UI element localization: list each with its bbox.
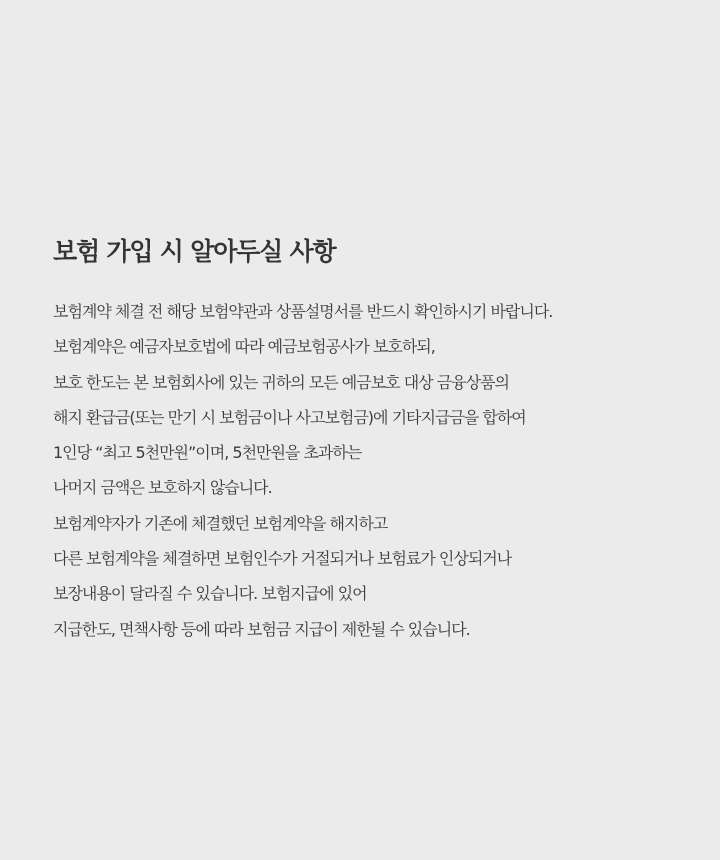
notice-line: 다른 보험계약을 체결하면 보험인수가 거절되거나 보험료가 인상되거나 [53, 549, 512, 569]
notice-line: 나머지 금액은 보호하지 않습니다. [53, 478, 272, 498]
notice-line: 보호 한도는 본 보험회사에 있는 귀하의 모든 예금보호 대상 금융상품의 [53, 372, 509, 392]
notice-line: 해지 환급금(또는 만기 시 보험금이나 사고보험금)에 기타지급금을 합하여 [53, 407, 526, 427]
notice-line: 보험계약은 예금자보호법에 따라 예금보험공사가 보호하되, [53, 337, 435, 357]
notice-line: 보장내용이 달라질 수 있습니다. 보험지급에 있어 [53, 584, 367, 604]
notice-title: 보험 가입 시 알아두실 사항 [53, 237, 336, 266]
notice-line: 보험계약자가 기존에 체결했던 보험계약을 해지하고 [53, 513, 388, 533]
notice-line: 보험계약 체결 전 해당 보험약관과 상품설명서를 반드시 확인하시기 바랍니다. [53, 302, 553, 321]
notice-line: 지급한도, 면책사항 등에 따라 보험금 지급이 제한될 수 있습니다. [53, 619, 470, 639]
insurance-notice [53, 233, 693, 647]
notice-body [53, 294, 693, 647]
notice-line: 1인당 “최고 5천만원”이며, 5천만원을 초과하는 [53, 443, 362, 463]
